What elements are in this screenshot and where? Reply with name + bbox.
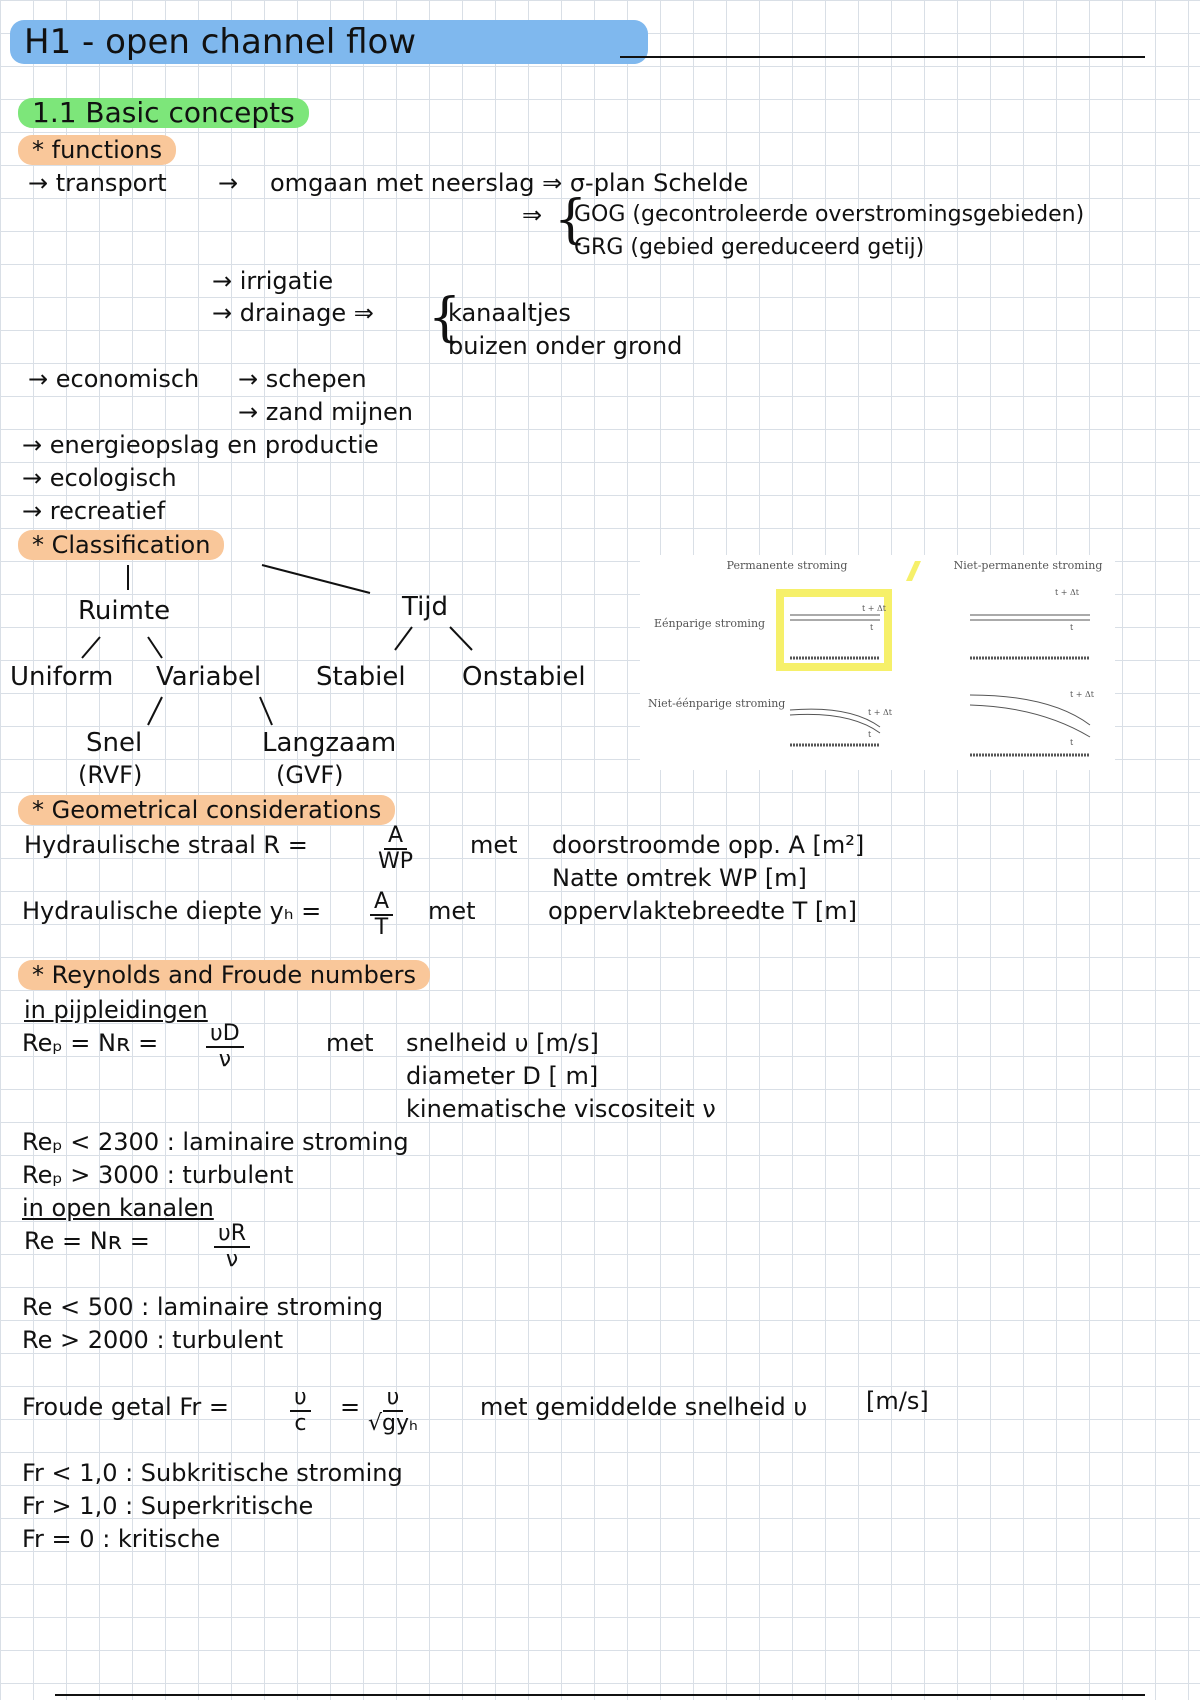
froude-subcritical: Fr < 1,0 : Subkritische stroming xyxy=(22,1459,403,1487)
footer-line xyxy=(55,1694,1145,1696)
time-label: t xyxy=(868,730,872,739)
time-label: t xyxy=(1070,738,1074,747)
geometry-heading: * Geometrical considerations xyxy=(18,795,395,825)
gvf-label: (GVF) xyxy=(276,761,344,789)
froude-unit: [m/s] xyxy=(866,1387,929,1415)
snel-node: Snel xyxy=(86,728,143,758)
gog-item: GOG (gecontroleerde overstromingsgebieden) xyxy=(574,202,1085,227)
time-label: t + Δt xyxy=(868,708,892,717)
tijd-node: Tijd xyxy=(402,592,449,622)
rep-fraction xyxy=(206,1022,244,1072)
page-title: H1 - open channel flow xyxy=(10,20,648,64)
area-definition: doorstroomde opp. A [m²] xyxy=(552,831,865,859)
uniform-node: Uniform xyxy=(10,662,114,692)
drainage-item: → drainage ⇒ xyxy=(212,299,374,327)
met-label: met xyxy=(470,831,518,859)
rep-label: Reₚ = Nʀ = xyxy=(22,1029,159,1057)
froude-fraction-1 xyxy=(290,1386,311,1436)
flow-types-figure xyxy=(640,555,1115,770)
numerator: υ xyxy=(290,1386,311,1412)
denominator: ν xyxy=(218,1047,231,1072)
perimeter-definition: Natte omtrek WP [m] xyxy=(552,864,807,892)
met-label: met xyxy=(428,897,476,925)
time-label: t + Δt xyxy=(1070,690,1094,699)
brace: { xyxy=(554,190,588,250)
time-label: t xyxy=(870,623,874,632)
met-label: met xyxy=(326,1029,374,1057)
hydraulic-radius-label: Hydraulische straal R = xyxy=(24,831,308,859)
denominator: ν xyxy=(225,1247,239,1272)
froude-critical: Fr = 0 : kritische xyxy=(22,1525,221,1553)
denominator: c xyxy=(294,1411,307,1436)
time-label: t + Δt xyxy=(1055,588,1079,597)
grg-item: GRG (gebied gereduceerd getij) xyxy=(574,235,925,260)
col2-label: Niet-permanente stroming xyxy=(953,559,1103,572)
ruimte-node: Ruimte xyxy=(78,596,171,626)
energie-item: → energieopslag en productie xyxy=(22,431,379,459)
zandmijnen-item: → zand mijnen xyxy=(238,398,414,426)
arrow: ⇒ xyxy=(522,201,543,229)
classification-tree-lines xyxy=(0,555,640,745)
re-fraction xyxy=(214,1222,250,1272)
irrigatie-item: → irrigatie xyxy=(212,267,334,295)
numerator: υ xyxy=(383,1386,404,1412)
hydraulic-depth-label: Hydraulische diepte yₕ = xyxy=(22,897,322,925)
pipes-subheading: in pijpleidingen xyxy=(24,996,208,1024)
froude-label: Froude getal Fr = xyxy=(22,1393,229,1421)
channels-subheading: in open kanalen xyxy=(22,1194,214,1222)
transport-item: → transport xyxy=(28,169,167,197)
time-label: t xyxy=(1070,623,1074,632)
langzaam-node: Langzaam xyxy=(262,728,397,758)
ompaan-item: omgaan met neerslag ⇒ σ-plan Schelde xyxy=(270,169,749,197)
highlight-mark xyxy=(906,561,921,581)
numerator: υR xyxy=(214,1222,250,1248)
title-underline xyxy=(620,56,1145,58)
hydraulic-radius-fraction xyxy=(374,824,417,874)
arrow: → xyxy=(218,169,239,197)
onstabiel-node: Onstabiel xyxy=(462,662,586,692)
buizen-item: buizen onder grond xyxy=(448,332,683,360)
classification-heading: * Classification xyxy=(18,530,224,560)
re-turbulent: Re > 2000 : turbulent xyxy=(22,1326,284,1354)
time-label: t + Δt xyxy=(862,604,886,613)
variabel-node: Variabel xyxy=(156,662,262,692)
froude-definition: met gemiddelde snelheid υ xyxy=(480,1393,808,1421)
numerator: A xyxy=(384,824,407,850)
stabiel-node: Stabiel xyxy=(316,662,406,692)
rep-laminar: Reₚ < 2300 : laminaire stroming xyxy=(22,1128,409,1156)
reynolds-heading: * Reynolds and Froude numbers xyxy=(18,960,430,990)
denominator: T xyxy=(374,915,389,940)
rep-turbulent: Reₚ > 3000 : turbulent xyxy=(22,1161,294,1189)
rvf-label: (RVF) xyxy=(78,761,143,789)
re-laminar: Re < 500 : laminaire stroming xyxy=(22,1293,384,1321)
equals-sign: = xyxy=(340,1393,361,1421)
viscosity-definition: kinematische viscositeit ν xyxy=(406,1095,716,1123)
froude-fraction-2 xyxy=(364,1386,422,1436)
hydraulic-depth-fraction xyxy=(370,890,393,940)
recreatief-item: → recreatief xyxy=(22,497,166,525)
numerator: υD xyxy=(206,1022,244,1048)
col1-label: Permanente stroming xyxy=(726,559,848,572)
re-label: Re = Nʀ = xyxy=(24,1227,150,1255)
denominator: √gyₕ xyxy=(368,1411,418,1436)
diameter-definition: diameter D [ m] xyxy=(406,1062,599,1090)
velocity-definition: snelheid υ [m/s] xyxy=(406,1029,599,1057)
row2-label: Niet-éénparige stroming xyxy=(648,697,786,710)
width-definition: oppervlaktebreedte T [m] xyxy=(548,897,857,925)
kanaaltjes-item: kanaaltjes xyxy=(448,299,571,327)
numerator: A xyxy=(370,890,393,916)
denominator: WP xyxy=(378,849,414,874)
row1-label: Eénparige stroming xyxy=(654,617,766,630)
section-heading: 1.1 Basic concepts xyxy=(18,98,309,128)
ecologisch-item: → ecologisch xyxy=(22,464,177,492)
schepen-item: → schepen xyxy=(238,365,367,393)
froude-supercritical: Fr > 1,0 : Superkritische xyxy=(22,1492,314,1520)
brace: { xyxy=(428,288,462,348)
economisch-item: → economisch xyxy=(28,365,200,393)
functions-heading: * functions xyxy=(18,135,176,165)
